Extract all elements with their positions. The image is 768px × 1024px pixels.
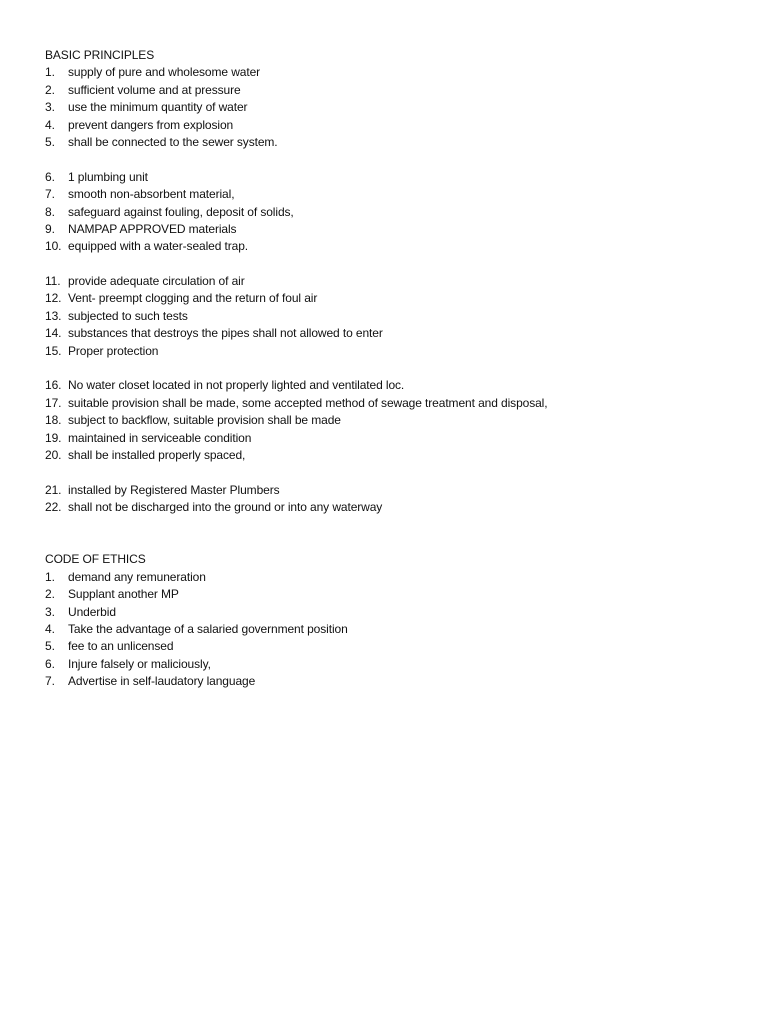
item-text: fee to an unlicensed bbox=[68, 639, 174, 654]
item-number: 21. bbox=[45, 482, 62, 497]
basic-principles-heading: BASIC PRINCIPLES bbox=[45, 48, 155, 62]
item-number: 4. bbox=[45, 621, 55, 636]
item-text: sufficient volume and at pressure bbox=[68, 82, 241, 97]
document-page bbox=[45, 47, 745, 690]
item-text: 1 plumbing unit bbox=[68, 169, 148, 184]
list-item bbox=[45, 482, 745, 499]
code-of-ethics-list bbox=[45, 569, 745, 691]
item-number: 2. bbox=[45, 82, 55, 97]
item-text: subject to backflow, suitable provision shall be made bbox=[68, 413, 341, 428]
item-number: 13. bbox=[45, 308, 62, 323]
list-item bbox=[45, 308, 745, 325]
item-text: Advertise in self-laudatory language bbox=[68, 674, 256, 689]
list-item bbox=[45, 499, 745, 516]
list-item bbox=[45, 412, 745, 429]
list-item bbox=[45, 343, 745, 360]
list-item bbox=[45, 221, 745, 238]
item-text: Proper protection bbox=[68, 343, 159, 358]
list-item bbox=[45, 169, 745, 186]
item-text: Injure falsely or maliciously, bbox=[68, 656, 211, 671]
item-text: equipped with a water-sealed trap. bbox=[68, 239, 249, 254]
list-item bbox=[45, 377, 745, 394]
item-number: 4. bbox=[45, 117, 55, 132]
list-item bbox=[45, 395, 745, 412]
list-item bbox=[45, 604, 745, 621]
basic-principles-group-1 bbox=[45, 64, 745, 151]
spacer bbox=[45, 360, 745, 377]
spacer bbox=[45, 464, 745, 481]
item-number: 15. bbox=[45, 343, 62, 358]
list-item bbox=[45, 290, 745, 307]
list-item bbox=[45, 134, 745, 151]
item-text: demand any remuneration bbox=[68, 569, 206, 584]
item-text: maintained in serviceable condition bbox=[68, 430, 252, 445]
basic-principles-group-2 bbox=[45, 169, 745, 256]
item-text: shall be connected to the sewer system. bbox=[68, 134, 278, 149]
item-text: subjected to such tests bbox=[68, 308, 188, 323]
list-item bbox=[45, 430, 745, 447]
item-number: 18. bbox=[45, 413, 62, 428]
list-item bbox=[45, 673, 745, 690]
item-number: 3. bbox=[45, 604, 55, 619]
item-text: smooth non-absorbent material, bbox=[68, 187, 235, 202]
list-item bbox=[45, 447, 745, 464]
list-item bbox=[45, 99, 745, 116]
list-item bbox=[45, 586, 745, 603]
item-text: suitable provision shall be made, some accepted method of sewage treatment and disposal, bbox=[68, 395, 548, 410]
item-text: shall not be discharged into the ground or into any waterway bbox=[68, 500, 383, 515]
item-number: 12. bbox=[45, 291, 62, 306]
list-item bbox=[45, 621, 745, 638]
item-number: 7. bbox=[45, 674, 55, 689]
list-item bbox=[45, 204, 745, 221]
item-number: 7. bbox=[45, 187, 55, 202]
list-item bbox=[45, 186, 745, 203]
item-number: 1. bbox=[45, 569, 55, 584]
item-text: Supplant another MP bbox=[68, 587, 179, 602]
item-text: Underbid bbox=[68, 604, 116, 619]
item-text: Take the advantage of a salaried government position bbox=[68, 621, 348, 636]
list-item bbox=[45, 117, 745, 134]
item-number: 1. bbox=[45, 65, 55, 80]
basic-principles-group-5 bbox=[45, 482, 745, 517]
list-item bbox=[45, 273, 745, 290]
item-text: safeguard against fouling, deposit of solids, bbox=[68, 204, 294, 219]
list-item bbox=[45, 638, 745, 655]
list-item bbox=[45, 569, 745, 586]
item-number: 19. bbox=[45, 430, 62, 445]
section-spacer bbox=[45, 517, 745, 552]
item-number: 16. bbox=[45, 378, 62, 393]
item-text: installed by Registered Master Plumbers bbox=[68, 482, 280, 497]
item-text: substances that destroys the pipes shall not allowed to enter bbox=[68, 326, 383, 341]
item-number: 11. bbox=[45, 274, 61, 289]
item-number: 6. bbox=[45, 169, 55, 184]
item-text: prevent dangers from explosion bbox=[68, 117, 234, 132]
basic-principles-group-4 bbox=[45, 377, 745, 464]
item-number: 5. bbox=[45, 134, 55, 149]
item-number: 9. bbox=[45, 221, 55, 236]
list-item bbox=[45, 656, 745, 673]
item-number: 3. bbox=[45, 100, 55, 115]
list-item bbox=[45, 82, 745, 99]
item-text: supply of pure and wholesome water bbox=[68, 65, 261, 80]
code-of-ethics-heading: CODE OF ETHICS bbox=[45, 552, 146, 567]
item-number: 5. bbox=[45, 639, 55, 654]
spacer bbox=[45, 151, 745, 168]
item-number: 22. bbox=[45, 500, 62, 515]
item-number: 10. bbox=[45, 239, 62, 254]
item-text: No water closet located in not properly lighted and ventilated loc. bbox=[68, 378, 405, 393]
list-item bbox=[45, 238, 745, 255]
item-text: provide adequate circulation of air bbox=[68, 274, 245, 289]
item-number: 20. bbox=[45, 447, 62, 462]
item-number: 17. bbox=[45, 395, 62, 410]
basic-principles-group-3 bbox=[45, 273, 745, 360]
item-text: NAMPAP APPROVED materials bbox=[68, 221, 237, 236]
item-number: 8. bbox=[45, 204, 55, 219]
item-text: use the minimum quantity of water bbox=[68, 100, 248, 115]
list-item bbox=[45, 64, 745, 81]
item-number: 6. bbox=[45, 656, 55, 671]
item-text: shall be installed properly spaced, bbox=[68, 447, 246, 462]
item-number: 2. bbox=[45, 587, 55, 602]
item-text: Vent- preempt clogging and the return of foul air bbox=[68, 291, 318, 306]
list-item bbox=[45, 325, 745, 342]
spacer bbox=[45, 256, 745, 273]
item-number: 14. bbox=[45, 326, 62, 341]
